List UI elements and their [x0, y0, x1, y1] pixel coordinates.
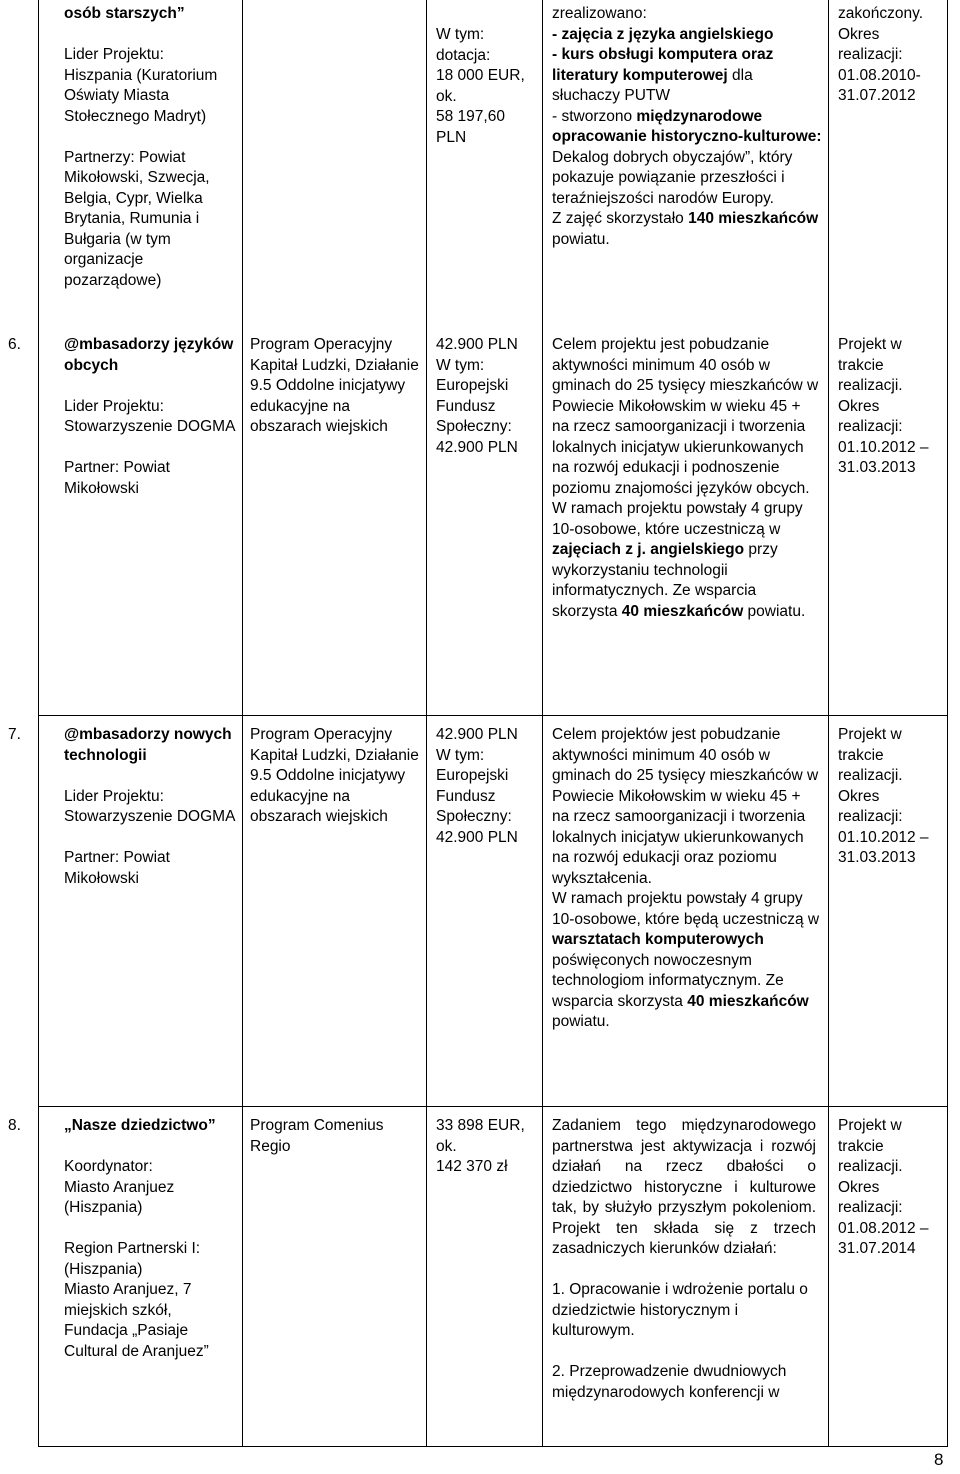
description-text: powiatu. — [552, 1013, 610, 1030]
description-item: 2. Przeprowadzenie dwudniowych międzynarodowych konferencji w — [552, 1363, 787, 1401]
leader-name: Stowarzyszenie DOGMA — [64, 418, 236, 435]
description-cell — [552, 725, 822, 1033]
funding-cell — [436, 1116, 526, 1178]
description-details — [552, 499, 822, 622]
description-goal: Celem projektów jest pobudzanie aktywności minimum 40 osób w gminach do 25 tysięcy mieszkańców w Powiecie Mikołowskim w wieku 45 + na rzecz samoorganizacji i tworzenia lokalnych inicjatyw ukierunkowanych na rozwój edukacji oraz poziomu wykształcenia. — [552, 726, 819, 887]
funding-amount-eur: 33 898 EUR, ok. — [436, 1117, 525, 1155]
description-intro: zrealizowano: — [552, 5, 647, 22]
funding-amount: 42.900 PLN — [436, 726, 518, 743]
table-right-border — [947, 0, 948, 1446]
period-label: Okres realizacji: — [838, 397, 903, 435]
description-item: - zajęcia z języka angielskiego — [552, 25, 774, 43]
description-text: Dekalog dobrych obyczajów”, który pokazuje powiązanie przeszłości i teraźniejszości narodów Europy. — [552, 148, 793, 207]
coordinator-label: Koordynator: — [64, 1158, 153, 1175]
period-dates: 01.08.2010-31.07.2012 — [838, 66, 921, 104]
partner-region-country: (Hiszpania) — [64, 1260, 143, 1278]
funding-breakdown: W tym: Europejski Fundusz Społeczny: 42.900 PLN — [436, 356, 518, 456]
status-cell — [838, 4, 943, 107]
project-title: @mbasadorzy nowych technologii — [64, 726, 232, 764]
program-text: Program Operacyjny Kapitał Ludzki, Działanie 9.5 Oddolne inicjatywy edukacyjne na obszarach wiejskich — [250, 336, 419, 435]
program-text: Program Operacyjny Kapitał Ludzki, Działanie 9.5 Oddolne inicjatywy edukacyjne na obszarach wiejskich — [250, 726, 419, 825]
description-bold: zajęciach z j. angielskiego — [552, 541, 745, 558]
period-dates: 01.10.2012 – 31.03.2013 — [838, 438, 929, 476]
description-cell — [552, 4, 822, 250]
row-number: 6. — [8, 336, 21, 353]
description-bold: 40 mieszkańców — [687, 992, 809, 1010]
project-cell — [64, 335, 236, 499]
funding-amount-pln: 142 370 zł — [436, 1158, 508, 1175]
funding-cell — [436, 25, 526, 148]
row-number: 7. — [8, 726, 21, 743]
funding-amount-eur: 18 000 EUR, ok. — [436, 67, 525, 105]
program-cell — [250, 335, 420, 438]
partner-text: Partner: Powiat Mikołowski — [64, 459, 170, 497]
description-item: 1. Opracowanie i wdrożenie portalu o dziedzictwie historycznym i kulturowym. — [552, 1281, 808, 1339]
project-cell — [64, 725, 236, 889]
description-bold: warsztatach komputerowych — [552, 931, 764, 948]
period-label: Okres realizacji: — [838, 1178, 903, 1216]
partner-region-members: Miasto Aranjuez, 7 miejskich szkół, Fundacja „Pasiaje Cultural de Aranjuez” — [64, 1281, 209, 1360]
row-number: 8. — [8, 1117, 21, 1134]
status-text: Projekt w trakcie realizacji. — [838, 726, 903, 784]
column-divider — [542, 0, 543, 1446]
description-bold: - kurs obsługi komputera oraz literatury komputerowej — [552, 46, 774, 84]
project-cell — [64, 1116, 236, 1362]
description-item — [552, 107, 822, 210]
period-dates: 01.10.2012 – 31.03.2013 — [838, 828, 929, 866]
status-text: zakończony. — [838, 5, 924, 22]
description-text: powiatu. — [552, 230, 610, 248]
status-cell — [838, 335, 943, 479]
project-cell-continued — [64, 4, 236, 291]
funding-cell — [436, 725, 526, 848]
column-divider — [242, 0, 243, 1446]
period-label: Okres realizacji: — [838, 25, 903, 63]
partners-text: Partnerzy: Powiat Mikołowski, Szwecja, Belgia, Cypr, Wielka Brytania, Rumunia i Bułgaria (w tym organizacje pozarządowe) — [64, 148, 210, 289]
description-text: W ramach projektu powstały 4 grupy 10-osobowe, które będą uczestniczą w — [552, 890, 820, 928]
leader-label: Lider Projektu: — [64, 46, 164, 63]
row-divider — [38, 1106, 948, 1107]
partner-region-label: Region Partnerski I: — [64, 1240, 201, 1257]
description-text: poświęconych nowoczesnym technologiom informatycznym. Ze wsparcia skorzysta — [552, 951, 784, 1010]
description-summary — [552, 209, 822, 250]
period-label: Okres realizacji: — [838, 787, 903, 825]
description-details — [552, 889, 822, 1033]
description-text: W ramach projektu powstały 4 grupy 10-osobowe, które uczestniczą w — [552, 500, 803, 538]
description-text: Z zajęć skorzystało — [552, 210, 689, 227]
leader-name: Stowarzyszenie DOGMA — [64, 808, 236, 825]
description-text: przy wykorzystaniu technologii informatycznych. Ze wsparcia skorzysta — [552, 541, 778, 620]
leader-label: Lider Projektu: — [64, 787, 164, 805]
description-cell — [552, 335, 822, 622]
description-item — [552, 45, 822, 107]
project-title: @mbasadorzy języków obcych — [64, 336, 234, 374]
partner-text: Partner: Powiat Mikołowski — [64, 849, 170, 887]
funding-label: W tym: dotacja: — [436, 26, 491, 64]
leader-name: Hiszpania (Kuratorium Oświaty Miasta Stołecznego Madryt) — [64, 66, 218, 125]
funding-breakdown: W tym: Europejski Fundusz Społeczny: 42.900 PLN — [436, 746, 518, 846]
program-text: Program Comenius Regio — [250, 1117, 384, 1155]
status-cell — [838, 1116, 943, 1260]
project-title: „Nasze dziedzictwo” — [64, 1117, 216, 1134]
funding-amount: 42.900 PLN — [436, 336, 518, 353]
status-cell — [838, 725, 943, 869]
project-title-continued: osób starszych” — [64, 5, 185, 22]
column-divider — [426, 0, 427, 1446]
description-bold: międzynarodowe opracowanie historyczno-kulturowe: — [552, 107, 822, 145]
description-text: powiatu. — [743, 602, 806, 620]
description-bold: 40 mieszkańców — [621, 602, 744, 620]
program-cell — [250, 1116, 420, 1157]
table-bottom-border — [38, 1446, 948, 1447]
description-text: dla słuchaczy PUTW — [552, 66, 753, 104]
page-number: 8 — [934, 1450, 944, 1469]
description-bold: 140 mieszkańców — [688, 210, 819, 227]
description-text: - stworzono — [552, 107, 637, 125]
coordinator-name: Miasto Aranjuez (Hiszpania) — [64, 1178, 175, 1216]
table-left-border — [38, 0, 39, 1446]
period-dates: 01.08.2012 – 31.07.2014 — [838, 1219, 929, 1257]
leader-label: Lider Projektu: — [64, 397, 164, 415]
description-cell — [552, 1116, 816, 1403]
funding-cell — [436, 335, 526, 458]
status-text: Projekt w trakcie realizacji. — [838, 336, 903, 394]
program-cell — [250, 725, 420, 828]
description-goal: Zadaniem tego międzynarodowego partnerstwa jest aktywizacja i rozwój działań na rzecz dbałości o dziedzictwo historyczne i kulturowe tak, by służyło przyszłym pokoleniom. Projekt ten składa się z trzech zasadniczych kierunków działań: — [552, 1117, 816, 1257]
status-text: Projekt w trakcie realizacji. — [838, 1117, 903, 1175]
funding-amount-pln: 58 197,60 PLN — [436, 108, 505, 146]
column-divider — [828, 0, 829, 1446]
description-goal: Celem projektu jest pobudzanie aktywności minimum 40 osób w gminach do 25 tysięcy mieszkańców w Powiecie Mikołowskim w wieku 45 + na rzecz samoorganizacji i tworzenia lokalnych inicjatyw ukierunkowanych na rozwój edukacji i podnoszenie poziomu znajomości języków obcych. — [552, 336, 819, 497]
row-divider — [38, 715, 948, 716]
